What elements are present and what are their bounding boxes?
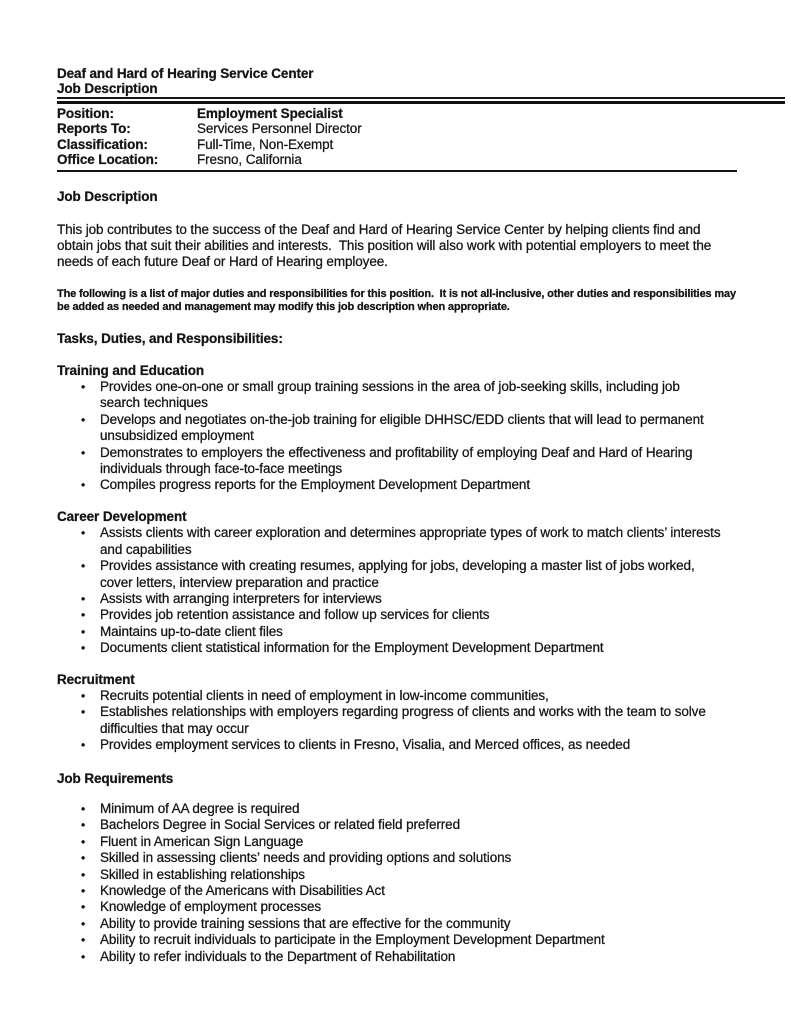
bullet-item: • Documents client statistical information for the Employment Development Department xyxy=(100,640,722,656)
bullet-item: • Provides employment services to clients in Fresno, Visalia, and Merced offices, as needed xyxy=(100,737,722,753)
bullet-item: • Provides job retention assistance and follow up services for clients xyxy=(100,607,722,623)
header-divider-thin xyxy=(57,97,785,99)
bullet-item: • Skilled in establishing relationships xyxy=(100,867,722,883)
training-education-bullet-list xyxy=(57,379,722,494)
bullet-item: • Compiles progress reports for the Employment Development Department xyxy=(100,477,722,493)
info-row-classification xyxy=(57,137,362,152)
info-label: Reports To: xyxy=(57,121,131,137)
bullet-item: • Fluent in American Sign Language xyxy=(100,834,722,850)
bullet-item: • Assists with arranging interpreters for interviews xyxy=(100,591,722,607)
doc-type-title: Job Description xyxy=(57,81,158,96)
bullet-item: • Provides one-on-one or small group training sessions in the area of job-seeking skills, including job search techniques xyxy=(100,379,722,412)
bullet-item: • Knowledge of the Americans with Disabilities Act xyxy=(100,883,722,899)
info-value: Fresno, California xyxy=(197,151,302,167)
disclaimer-note: The following is a list of major duties and responsibilities for this position. It is not all-inclusive, other duties and responsibilities may be added as needed and management may modify this job description when appropriate. xyxy=(57,287,739,314)
bullet-item: • Knowledge of employment processes xyxy=(100,899,722,915)
info-label: Classification: xyxy=(57,136,148,152)
bullet-item: • Skilled in assessing clients’ needs and providing options and solutions xyxy=(100,850,722,866)
bullet-item: • Provides assistance with creating resumes, applying for jobs, developing a master list of jobs worked, cover letters, interview preparation and practice xyxy=(100,558,722,591)
info-row-reports-to xyxy=(57,121,362,136)
info-value: Employment Specialist xyxy=(197,106,343,121)
bullet-item: • Ability to recruit individuals to participate in the Employment Development Department xyxy=(100,932,722,948)
bullet-item: • Bachelors Degree in Social Services or related field preferred xyxy=(100,817,722,833)
header-divider-thick xyxy=(57,101,785,104)
info-row-position xyxy=(57,106,362,121)
bullet-item: • Maintains up-to-date client files xyxy=(100,624,722,640)
bullet-item: • Establishes relationships with employers regarding progress of clients and works with the team to solve difficulties that may occur xyxy=(100,704,722,737)
subsection-title-training-education: Training and Education xyxy=(57,362,205,378)
info-row-office-location xyxy=(57,152,362,167)
bullet-item: • Recruits potential clients in need of employment in low-income communities, xyxy=(100,688,722,704)
job-requirements-bullet-list xyxy=(57,801,722,965)
section-title-tasks: Tasks, Duties, and Responsibilities: xyxy=(57,331,283,347)
bullet-item: • Ability to refer individuals to the Department of Rehabilitation xyxy=(100,949,722,965)
info-label: Office Location: xyxy=(57,151,159,167)
bullet-item: • Minimum of AA degree is required xyxy=(100,801,722,817)
subsection-title-recruitment: Recruitment xyxy=(57,671,135,687)
section-title-job-description: Job Description xyxy=(57,189,158,205)
bullet-item: • Assists clients with career exploration and determines appropriate types of work to match clients’ interests and capabilities xyxy=(100,525,722,558)
bullet-item: • Ability to provide training sessions that are effective for the community xyxy=(100,916,722,932)
subsection-title-career-development: Career Development xyxy=(57,508,187,524)
career-development-bullet-list xyxy=(57,525,722,656)
bullet-item: • Demonstrates to employers the effectiveness and profitability of employing Deaf and Hard of Hearing individuals through face-to-face meetings xyxy=(100,445,722,478)
position-info-table xyxy=(57,106,362,167)
info-value: Services Personnel Director xyxy=(197,121,362,137)
table-bottom-divider xyxy=(57,170,737,172)
recruitment-bullet-list xyxy=(57,688,722,754)
org-name: Deaf and Hard of Hearing Service Center xyxy=(57,66,314,81)
info-value: Full-Time, Non-Exempt xyxy=(197,136,334,152)
job-summary-paragraph: This job contributes to the success of the Deaf and Hard of Hearing Service Center by helping clients find and obtain jobs that suit their abilities and interests. This position will also work with potential employers to meet the needs of each future Deaf or Hard of Hearing employee. xyxy=(57,221,715,270)
section-title-job-requirements: Job Requirements xyxy=(57,770,174,786)
info-label: Position: xyxy=(57,106,114,121)
bullet-item: • Develops and negotiates on-the-job training for eligible DHHSC/EDD clients that will lead to permanent unsubsidized employment xyxy=(100,412,722,445)
